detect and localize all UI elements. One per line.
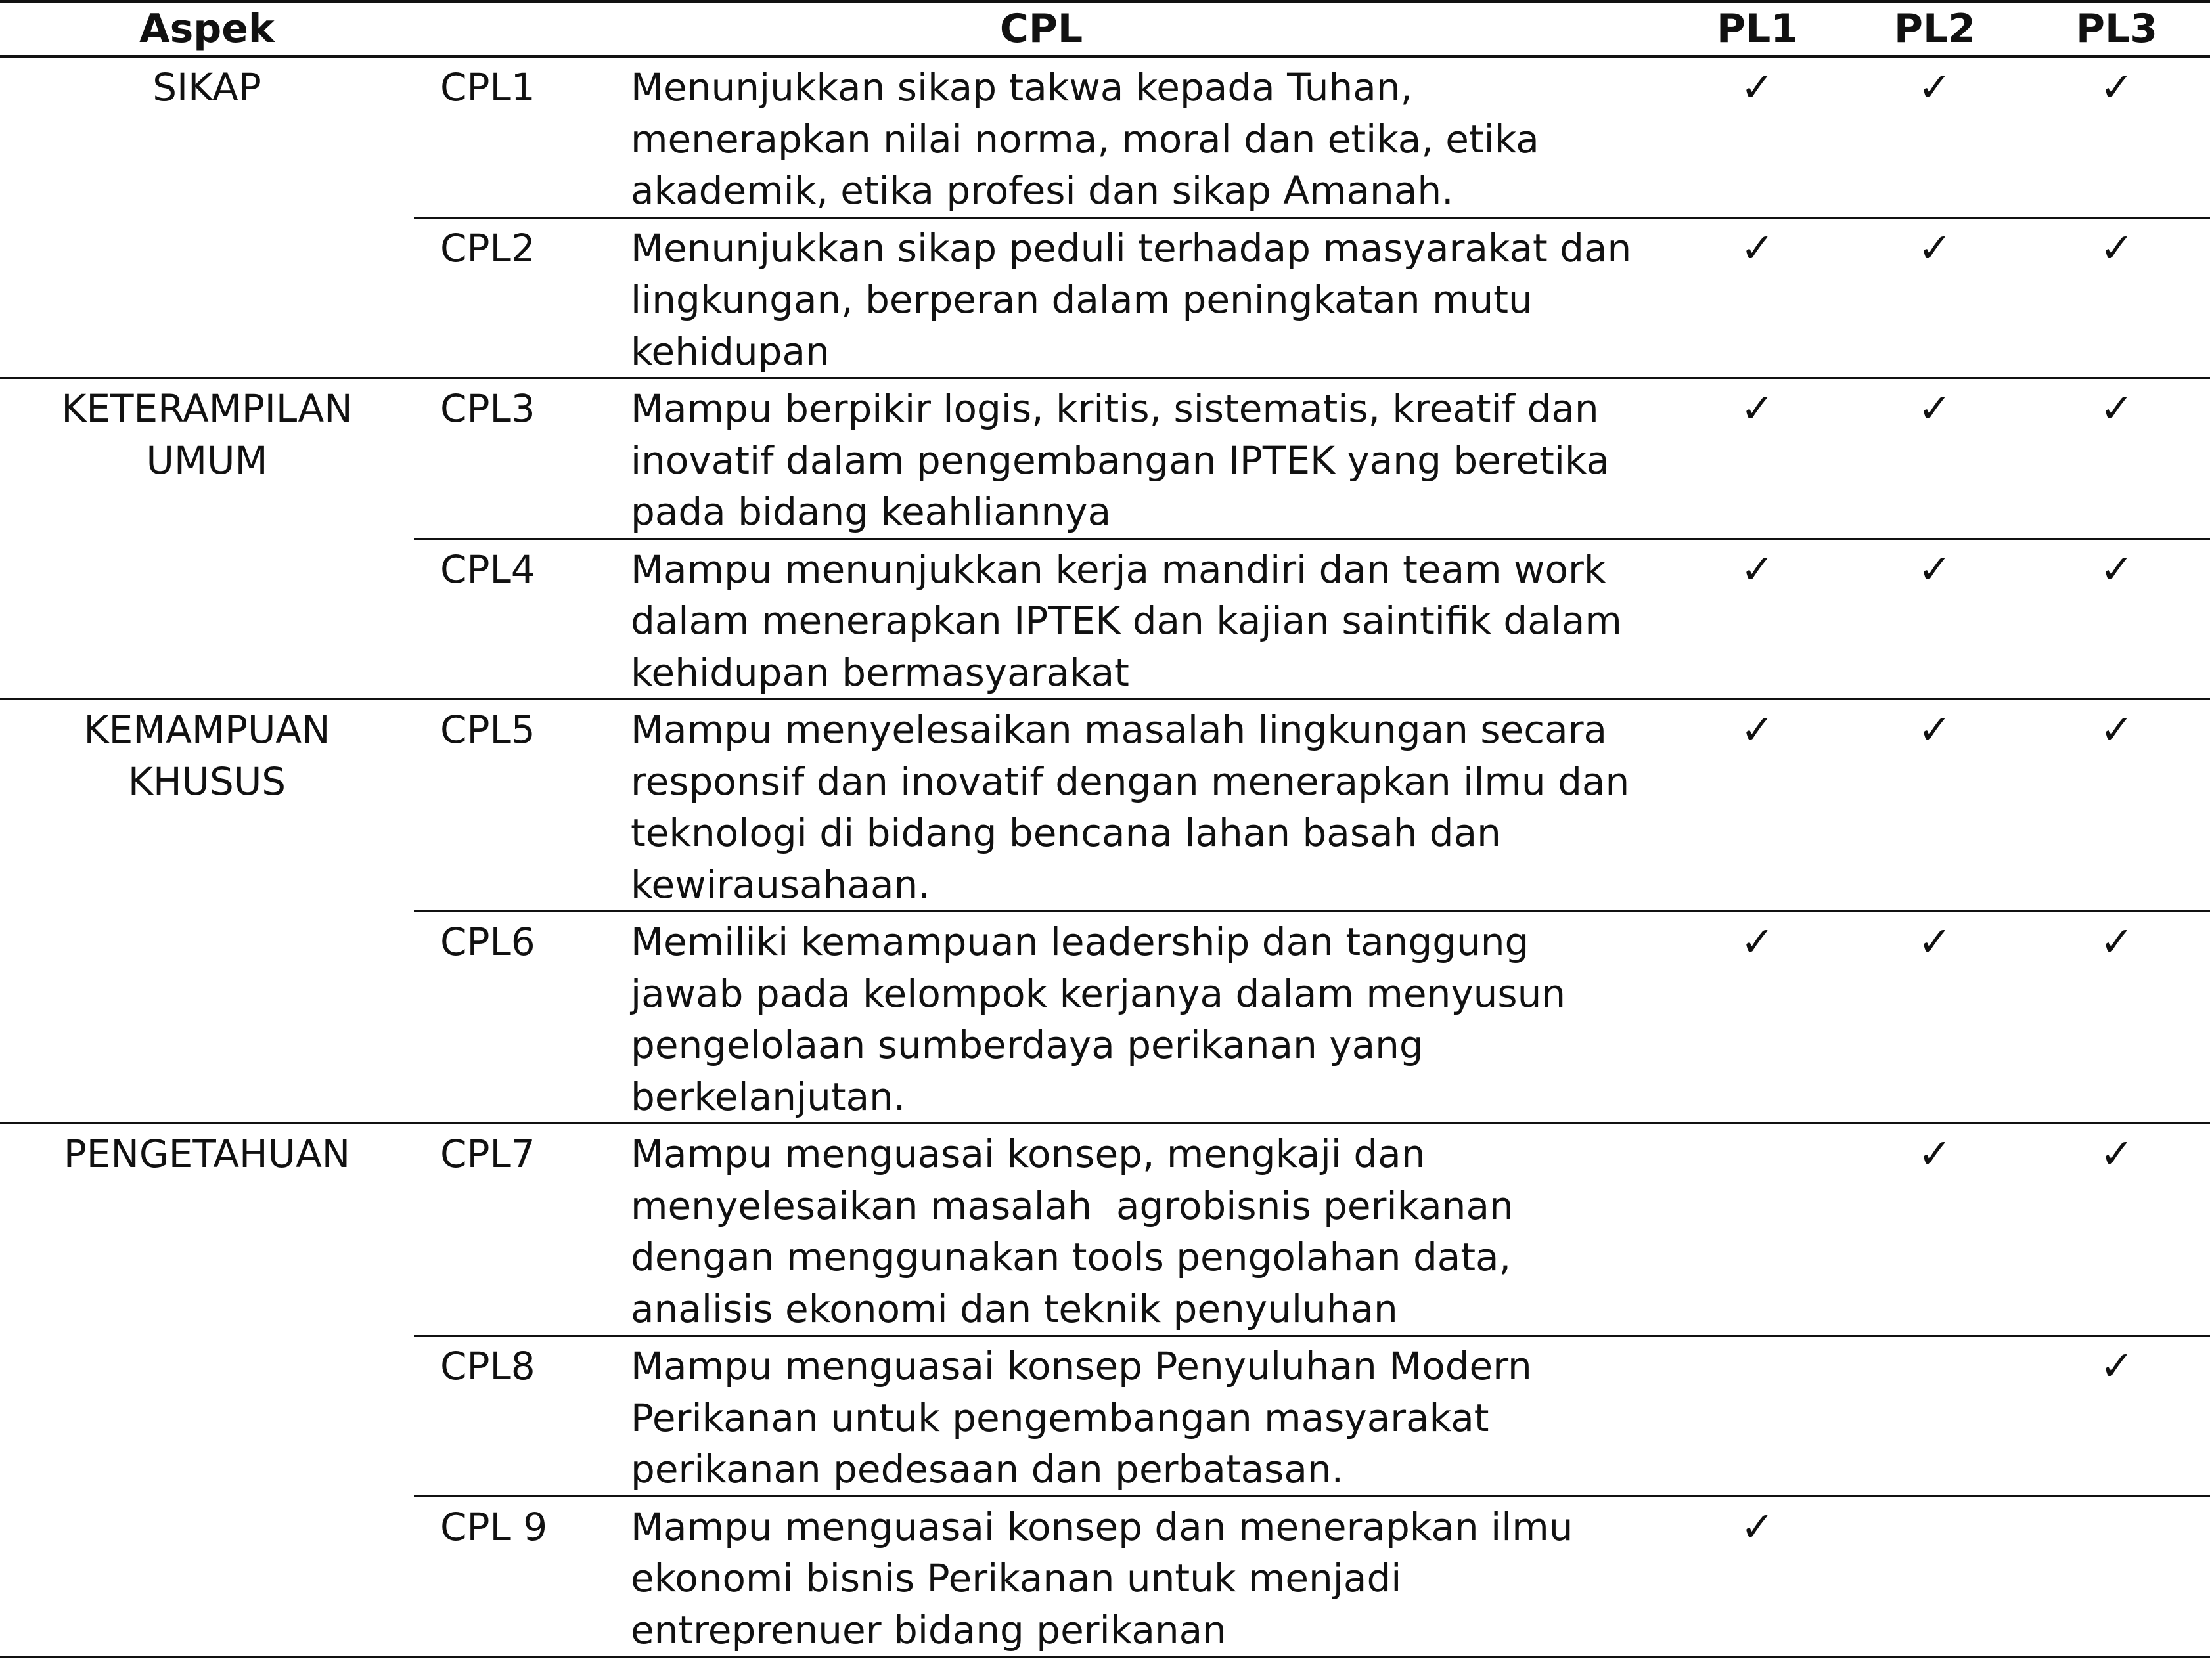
description-line: Menunjukkan sikap peduli terhadap masyarakat dan: [631, 225, 1632, 271]
description-line: Perikanan untuk pengembangan masyarakat: [631, 1395, 1489, 1440]
aspek-cell: [0, 378, 414, 699]
cpl-code: CPL5: [414, 699, 631, 912]
pl1-check-cell: [1669, 1496, 1846, 1657]
header-pl1: PL1: [1669, 1, 1846, 56]
aspek-line: UMUM: [146, 437, 268, 483]
pl2-check-cell: [1846, 217, 2023, 378]
pl1-check-cell: [1669, 378, 1846, 539]
pl3-check-cell: [2023, 217, 2210, 378]
checkmark-icon: ✓: [1918, 544, 1952, 593]
description-line: teknologi di bidang bencana lahan basah dan: [631, 810, 1501, 855]
description-line: entreprenuer bidang perikanan: [631, 1607, 1227, 1652]
table-row: [0, 1124, 2210, 1336]
checkmark-icon: ✓: [1918, 63, 1952, 111]
description-line: pada bidang keahliannya: [631, 489, 1112, 534]
description-line: Mampu menguasai konsep Penyuluhan Modern: [631, 1344, 1532, 1388]
checkmark-icon: ✓: [2100, 917, 2134, 965]
description-line: perikanan pedesaan dan perbatasan.: [631, 1447, 1344, 1492]
aspek-cell: [0, 1124, 414, 1658]
checkmark-icon: ✓: [1740, 223, 1774, 272]
checkmark-icon: ✓: [2100, 223, 2134, 272]
checkmark-icon: ✓: [2100, 544, 2134, 593]
description-line: ekonomi bisnis Perikanan untuk menjadi: [631, 1556, 1402, 1601]
description-line: kewirausahaan.: [631, 862, 930, 907]
pl2-check-cell: [1846, 1336, 2023, 1497]
description-line: Mampu menunjukkan kerja mandiri dan team work: [631, 546, 1606, 592]
pl1-check-cell: [1669, 699, 1846, 912]
cpl-description: [631, 1336, 1669, 1497]
description-line: kehidupan bermasyarakat: [631, 650, 1129, 695]
cpl-description: [631, 1124, 1669, 1336]
checkmark-icon: ✓: [2100, 384, 2134, 432]
checkmark-icon: ✓: [1740, 63, 1774, 111]
pl3-check-cell: [2023, 912, 2210, 1124]
description-line: Mampu berpikir logis, kritis, sistematis, kreatif dan: [631, 386, 1599, 431]
cpl-description: [631, 378, 1669, 539]
description-line: menerapkan nilai norma, moral dan etika, etika: [631, 116, 1539, 162]
description-line: jawab pada kelompok kerjanya dalam menyusun: [631, 971, 1566, 1016]
cpl-code: CPL6: [414, 912, 631, 1124]
cpl-description: [631, 1496, 1669, 1657]
aspek-line: PENGETAHUAN: [63, 1132, 351, 1176]
pl1-check-cell: [1669, 217, 1846, 378]
description-line: dengan menggunakan tools pengolahan data,: [631, 1235, 1512, 1279]
description-line: dalam menerapkan IPTEK dan kajian saintifik dalam: [631, 598, 1622, 643]
pl3-check-cell: [2023, 699, 2210, 912]
cpl-description: [631, 912, 1669, 1124]
cpl-code: CPL3: [414, 378, 631, 539]
pl1-check-cell: [1669, 56, 1846, 217]
checkmark-icon: ✓: [2100, 63, 2134, 111]
pl1-check-cell: [1669, 539, 1846, 699]
description-line: akademik, etika profesi dan sikap Amanah.: [631, 168, 1454, 213]
aspek-line: KEMAMPUAN: [83, 707, 330, 752]
pl2-check-cell: [1846, 1496, 2023, 1657]
description-line: Menunjukkan sikap takwa kepada Tuhan,: [631, 65, 1412, 110]
checkmark-icon: ✓: [1918, 384, 1952, 432]
pl2-check-cell: [1846, 56, 2023, 217]
cpl-code: CPL4: [414, 539, 631, 699]
pl2-check-cell: [1846, 912, 2023, 1124]
cpl-description: [631, 56, 1669, 217]
cpl-code: CPL8: [414, 1336, 631, 1497]
description-line: inovatif dalam pengembangan IPTEK yang beretika: [631, 437, 1610, 483]
pl2-check-cell: [1846, 1124, 2023, 1336]
pl2-check-cell: [1846, 378, 2023, 539]
pl3-check-cell: [2023, 1496, 2210, 1657]
pl1-check-cell: [1669, 912, 1846, 1124]
checkmark-icon: ✓: [2100, 1342, 2134, 1390]
description-line: Mampu menyelesaikan masalah lingkungan secara: [631, 707, 1608, 752]
aspek-line: KETERAMPILAN: [61, 386, 353, 431]
pl1-check-cell: [1669, 1336, 1846, 1497]
table-row: [0, 56, 2210, 217]
checkmark-icon: ✓: [1740, 917, 1774, 965]
checkmark-icon: ✓: [1918, 223, 1952, 272]
aspek-cell: [0, 56, 414, 378]
description-line: berkelanjutan.: [631, 1074, 906, 1119]
pl3-check-cell: [2023, 56, 2210, 217]
pl2-check-cell: [1846, 539, 2023, 699]
table-row: [0, 699, 2210, 912]
table-row: [0, 378, 2210, 539]
description-line: Mampu menguasai konsep dan menerapkan ilmu: [631, 1504, 1573, 1549]
cpl-description: [631, 699, 1669, 912]
table-body: [0, 56, 2210, 1657]
checkmark-icon: ✓: [1740, 544, 1774, 593]
cpl-code: CPL7: [414, 1124, 631, 1336]
aspek-line: KHUSUS: [127, 759, 286, 804]
description-line: responsif dan inovatif dengan menerapkan ilmu dan: [631, 759, 1630, 804]
pl3-check-cell: [2023, 378, 2210, 539]
pl3-check-cell: [2023, 1124, 2210, 1336]
pl1-check-cell: [1669, 1124, 1846, 1336]
checkmark-icon: ✓: [1740, 1502, 1774, 1551]
pl3-check-cell: [2023, 1336, 2210, 1497]
checkmark-icon: ✓: [1740, 384, 1774, 432]
header-aspek: Aspek: [0, 1, 414, 56]
description-line: Memiliki kemampuan leadership dan tanggung: [631, 919, 1529, 964]
checkmark-icon: ✓: [2100, 705, 2134, 753]
checkmark-icon: ✓: [1918, 1130, 1952, 1178]
cpl-code: CPL2: [414, 217, 631, 378]
aspek-cell: [0, 699, 414, 1124]
cpl-code: CPL 9: [414, 1496, 631, 1657]
cpl-description: [631, 217, 1669, 378]
description-line: lingkungan, berperan dalam peningkatan mutu: [631, 277, 1533, 322]
checkmark-icon: ✓: [1918, 705, 1952, 753]
header-pl2: PL2: [1846, 1, 2023, 56]
description-line: pengelolaan sumberdaya perikanan yang: [631, 1023, 1424, 1067]
aspek-line: SIKAP: [152, 65, 261, 110]
description-line: analisis ekonomi dan teknik penyuluhan: [631, 1286, 1398, 1331]
description-line: menyelesaikan masalah agrobisnis perikanan: [631, 1183, 1514, 1228]
header-row: [0, 1, 2210, 56]
cpl-code: CPL1: [440, 65, 535, 110]
description-line: Mampu menguasai konsep, mengkaji dan: [631, 1132, 1426, 1176]
pl3-check-cell: [2023, 539, 2210, 699]
checkmark-icon: ✓: [1740, 705, 1774, 753]
header-cpl: CPL: [414, 1, 1669, 56]
pl2-check-cell: [1846, 699, 2023, 912]
cpl-description: [631, 539, 1669, 699]
header-pl3: PL3: [2023, 1, 2210, 56]
checkmark-icon: ✓: [1918, 917, 1952, 965]
description-line: kehidupan: [631, 328, 830, 374]
checkmark-icon: ✓: [2100, 1130, 2134, 1178]
